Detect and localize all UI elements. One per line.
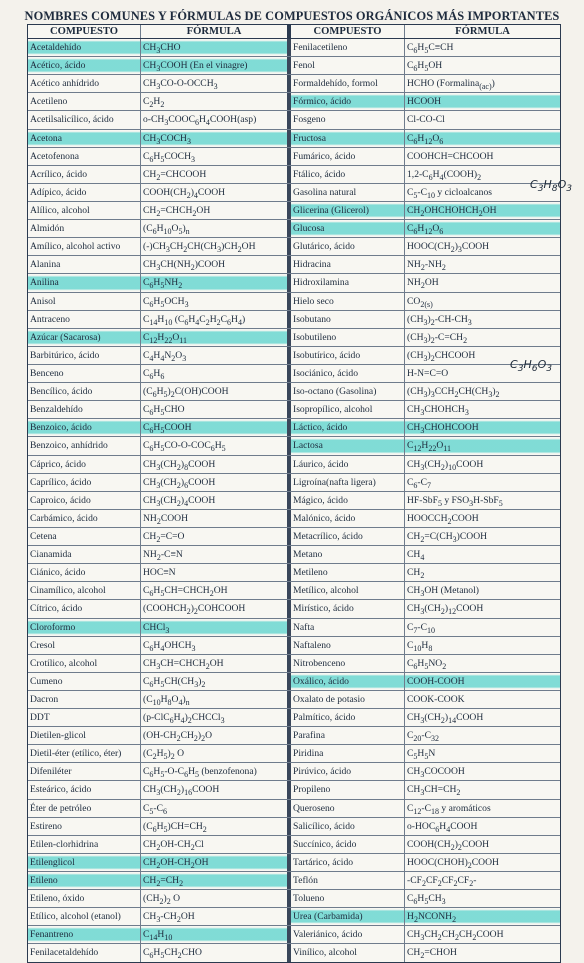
compound-name: Malónico, ácido bbox=[291, 510, 405, 527]
table-row bbox=[28, 57, 560, 75]
table-row bbox=[28, 238, 560, 256]
compound-name: Caprílico, ácido bbox=[28, 474, 141, 491]
compound-formula: $CH_2=CHOH$ bbox=[407, 947, 457, 961]
compound-name: Fosgeno bbox=[291, 111, 405, 128]
compound-name: Acrílico, ácido bbox=[28, 166, 141, 183]
compound-formula: $CH_2=CHCH_2OH$ bbox=[143, 204, 211, 218]
compound-name: Metileno bbox=[291, 564, 405, 581]
compound-name: Azúcar (Sacarosa) bbox=[28, 329, 141, 346]
compound-formula: H-N=C=O bbox=[407, 367, 449, 379]
compound-name: Acetileno bbox=[28, 93, 141, 110]
compound-formula: $NH_2OH$ bbox=[407, 277, 439, 291]
compound-formula: $(C_2H_5)_2$ O bbox=[143, 748, 185, 762]
table-row bbox=[28, 329, 560, 347]
compound-formula: $C_6H_5COOH$ bbox=[141, 419, 287, 436]
compound-name: Fórmico, ácido bbox=[291, 93, 405, 110]
compound-formula: COOK-COOK bbox=[407, 693, 465, 705]
compound-formula: $CH_3CHO$ bbox=[141, 39, 287, 56]
compound-formula: $(C_6H_{10}O_5)_n$ bbox=[143, 223, 190, 236]
compound-name: Naftaleno bbox=[291, 637, 405, 654]
compound-formula: $C_6H_5NH_2$ bbox=[141, 274, 287, 291]
compound-formula: CHCl$_3$ bbox=[141, 619, 287, 636]
compound-formula: $C_6H_5NO_2$ bbox=[407, 657, 447, 671]
compound-formula: $CH_3COCH_3$ bbox=[141, 130, 287, 147]
compound-name: Dietilen-glicol bbox=[28, 727, 141, 744]
table-row bbox=[28, 456, 560, 474]
compound-formula: $(OH-CH_2CH_2)_2O$ bbox=[143, 730, 213, 744]
compound-formula: $1,2-C_6H_4(COOH)_2$ bbox=[407, 168, 482, 182]
table-row bbox=[28, 926, 560, 944]
compound-formula: $C_6H_5COCH_3$ bbox=[143, 150, 195, 164]
compound-formula: $CH_3CH=CHCH_2OH$ bbox=[143, 657, 224, 671]
table-row bbox=[28, 600, 560, 618]
compound-name: Tolueno bbox=[291, 890, 405, 907]
compound-formula: $CH_3OH$ (Metanol) bbox=[407, 585, 479, 599]
compound-formula: $CH_3CH=CH_2$ bbox=[407, 784, 461, 798]
compound-formula: $CO_{2(s)}$ bbox=[407, 295, 433, 309]
table-row bbox=[28, 383, 560, 401]
compound-formula: $(C_6H_5)CH=CH_2$ bbox=[143, 820, 207, 834]
compound-formula: $COOH(CH_2)_2COOH$ bbox=[407, 838, 490, 852]
compound-name: Succínico, ácido bbox=[291, 836, 405, 853]
compound-name: Tartárico, ácido bbox=[291, 854, 405, 871]
compound-formula: $CH_3(CH_2)_{16}COOH$ bbox=[143, 784, 220, 798]
compound-formula: $C_2H_2$ bbox=[143, 96, 165, 110]
compound-formula: $C_6H_5OCH_3$ bbox=[143, 295, 189, 309]
table-row bbox=[28, 763, 560, 781]
compound-name: Metano bbox=[291, 546, 405, 563]
compound-name: Glicerina (Glicerol) bbox=[291, 202, 405, 219]
compound-formula: $(-)CH_3CH_2CH(CH_3)CH_2OH$ bbox=[143, 241, 256, 255]
table-row bbox=[28, 130, 560, 148]
compound-formula: $C_6H_5OH$ bbox=[407, 60, 443, 74]
compound-name: Isobutileno bbox=[291, 329, 405, 346]
compound-formula: $CH_3(CH_2)_{12}COOH$ bbox=[407, 603, 484, 617]
compound-name: Metacrílico, ácido bbox=[291, 528, 405, 545]
table-row bbox=[28, 274, 560, 292]
table-row bbox=[28, 184, 560, 202]
table-row bbox=[28, 93, 560, 111]
compound-name: Fenantreno bbox=[28, 926, 141, 943]
compound-name: Benzoico, ácido bbox=[28, 419, 141, 436]
compound-name: Carbámico, ácido bbox=[28, 510, 141, 527]
compound-formula: $HOOC(CHOH)_2COOH$ bbox=[407, 856, 499, 870]
compound-formula: $CH_3(CH_2)_{10}COOH$ bbox=[407, 458, 484, 472]
compound-formula: $C_6H_4OHCH_3$ bbox=[143, 639, 196, 653]
compound-formula: $(p-ClC_6H_4)_2CHCCl_3$ bbox=[143, 712, 225, 725]
compound-formula: $NH_2COOH$ bbox=[143, 512, 189, 526]
compound-name: Hielo seco bbox=[291, 293, 405, 310]
table-row bbox=[28, 365, 560, 383]
compound-name: DDT bbox=[28, 709, 141, 726]
compound-name: Hidracina bbox=[291, 256, 405, 273]
header-compuesto-2: COMPUESTO bbox=[291, 25, 405, 38]
table-row bbox=[28, 75, 560, 93]
header-compuesto-1: COMPUESTO bbox=[28, 25, 141, 38]
compound-name: Dacron bbox=[28, 691, 141, 708]
compound-name: Cinamílico, alcohol bbox=[28, 582, 141, 599]
compound-name: Cianamida bbox=[28, 546, 141, 563]
compound-formula: $-CF_2CF_2CF_2CF_2-$ bbox=[407, 875, 477, 888]
compound-formula: $C_6H_5CH=CHCH_2OH$ bbox=[143, 585, 228, 599]
compound-formula: $C_{10}H_8$ bbox=[407, 639, 433, 653]
compound-formula: $CH_2=C(CH_3)COOH$ bbox=[407, 530, 488, 544]
table-row bbox=[28, 39, 560, 57]
compound-formula: $CH_2$ bbox=[407, 567, 425, 581]
compound-name: Ciánico, ácido bbox=[28, 564, 141, 581]
compound-formula: $CH_3(CH_2)_4COOH$ bbox=[143, 494, 216, 508]
compound-name: Estireno bbox=[28, 818, 141, 835]
compound-name: Nitrobenceno bbox=[291, 655, 405, 672]
compound-formula: $(COOHCH_2)_2COHCOOH$ bbox=[143, 603, 246, 617]
compound-name: Formaldehído, formol bbox=[291, 75, 405, 92]
header-formula-2: FÓRMULA bbox=[455, 26, 510, 37]
table-row bbox=[28, 510, 560, 528]
compound-formula: $C_{12}-C_{18}$ y aromáticos bbox=[407, 802, 491, 816]
compound-name: Gasolina natural bbox=[291, 184, 405, 201]
compound-formula: $NH_2-NH_2$ bbox=[407, 259, 446, 273]
compound-formula: $C_{14}H_{10}$ $(C_6H_4C_2H_2C_6H_4)$ bbox=[143, 313, 246, 327]
compound-formula: $HOOC(CH_2)_3COOH$ bbox=[407, 241, 490, 255]
compound-name: Acetaldehído bbox=[28, 39, 141, 56]
compound-formula: $(C_6H_5)_2C(OH)COOH$ bbox=[143, 386, 229, 399]
table-row bbox=[28, 673, 560, 691]
compound-formula: $C_6H_5CH_2CHO$ bbox=[143, 947, 202, 961]
table-row bbox=[28, 111, 560, 129]
compound-formula: $H_2NCONH_2$ bbox=[405, 908, 560, 925]
compound-formula: $C_6H_6$ bbox=[143, 367, 165, 381]
compound-name: Mágico, ácido bbox=[291, 492, 405, 509]
compound-name: Alílico, alcohol bbox=[28, 202, 141, 219]
table-row bbox=[28, 256, 560, 274]
compound-formula: $C_{12}H_{22}O_{11}$ bbox=[405, 437, 560, 454]
table-row bbox=[28, 474, 560, 492]
compound-formula: $COOH(CH_2)_4COOH$ bbox=[143, 186, 226, 200]
table-row bbox=[28, 311, 560, 329]
compound-formula: $C_6-C_7$ bbox=[407, 476, 431, 490]
table-row bbox=[28, 781, 560, 799]
table-header bbox=[28, 25, 560, 39]
compound-name: Isobutano bbox=[291, 311, 405, 328]
compound-name: Parafina bbox=[291, 727, 405, 744]
compound-formula: $CH_4$ bbox=[407, 549, 425, 562]
compound-name: Caproico, ácido bbox=[28, 492, 141, 509]
compound-name: Queroseno bbox=[291, 800, 405, 817]
compound-formula: $C_6H_5CH_3$ bbox=[407, 893, 446, 907]
compound-name: Amílico, alcohol activo bbox=[28, 238, 141, 255]
compound-name: Metílico, alcohol bbox=[291, 582, 405, 599]
table-row bbox=[28, 148, 560, 166]
compound-name: Benzaldehído bbox=[28, 401, 141, 418]
compound-formula: $CH_3COCOOH$ bbox=[407, 766, 465, 780]
compound-formula: $CH_3-CH_2OH$ bbox=[143, 911, 195, 925]
table-row bbox=[28, 709, 560, 727]
compound-formula: $(CH_3)_3CCH_2CH(CH_3)_2$ bbox=[407, 386, 500, 399]
table-row bbox=[28, 872, 560, 890]
table-row bbox=[28, 347, 560, 365]
compound-name: Ftálico, ácido bbox=[291, 166, 405, 183]
compound-formula: $(CH_3)_2-C=CH_2$ bbox=[407, 331, 468, 345]
compound-name: Fumárico, ácido bbox=[291, 148, 405, 165]
compound-formula: $C_6H_5CHO$ bbox=[143, 404, 185, 418]
table-row bbox=[28, 619, 560, 637]
compound-name: Almidón bbox=[28, 220, 141, 237]
compound-name: Fructosa bbox=[291, 130, 405, 147]
table-row bbox=[28, 492, 560, 510]
table-row bbox=[28, 727, 560, 745]
table-row bbox=[28, 437, 560, 455]
compound-name: Adípico, ácido bbox=[28, 184, 141, 201]
page-title: NOMBRES COMUNES Y FÓRMULAS DE COMPUESTOS ORGÁNICOS MÁS IMPORTANTES bbox=[24, 9, 560, 23]
compound-formula: $C_{14}H_{10}$ bbox=[141, 926, 287, 943]
compound-formula: $C_5-C_{10}$ y cicloalcanos bbox=[407, 186, 493, 200]
header-formula-1: FÓRMULA bbox=[186, 26, 242, 37]
table-row bbox=[28, 582, 560, 600]
compound-name: Éter de petróleo bbox=[28, 800, 141, 817]
compound-formula: $CH_3(CH_2)_8COOH$ bbox=[143, 458, 216, 472]
table-row bbox=[28, 564, 560, 582]
compound-name: Hidroxilamina bbox=[291, 274, 405, 291]
compound-name: Anilina bbox=[28, 274, 141, 291]
compound-name: Láctico, ácido bbox=[291, 419, 405, 436]
compound-formula: $HOOCCH_2COOH$ bbox=[407, 512, 479, 526]
compound-formula: $o-HOC_6H_4COOH$ bbox=[407, 820, 478, 834]
compound-name: Difeniléter bbox=[28, 763, 141, 780]
compound-name: Iso-octano (Gasolina) bbox=[291, 383, 405, 400]
compound-name: Isociánico, ácido bbox=[291, 365, 405, 382]
compound-formula: $CH_3CH(NH_2)COOH$ bbox=[143, 259, 226, 273]
compound-name: Etileno, óxido bbox=[28, 890, 141, 907]
table-row bbox=[28, 944, 560, 961]
compound-name: Propileno bbox=[291, 781, 405, 798]
compound-formula: $C_{20}-C_{32}$ bbox=[407, 730, 439, 744]
compound-name: Mirístico, ácido bbox=[291, 600, 405, 617]
table-row bbox=[28, 202, 560, 220]
table-row bbox=[28, 419, 560, 437]
compound-formula: $C_6H_5-O-C_6H_5$ (benzofenona) bbox=[143, 766, 257, 780]
compound-name: Ligroína(nafta ligera) bbox=[291, 474, 405, 491]
table-row bbox=[28, 854, 560, 872]
compound-name: Oxálico, ácido bbox=[291, 673, 405, 690]
handwritten-note-lactico: $C_3H_6O_3$ bbox=[510, 358, 553, 375]
compound-name: Glutárico, ácido bbox=[291, 238, 405, 255]
compound-formula: $C_6H_5CH(CH_3)_2$ bbox=[143, 675, 206, 689]
compound-name: Cetena bbox=[28, 528, 141, 545]
compound-formula: $C_6H_{12}O_6$ bbox=[405, 220, 560, 237]
compound-name: Benceno bbox=[28, 365, 141, 382]
compound-formula: $CH_3(CH_2)_{14}COOH$ bbox=[407, 712, 484, 725]
table-row bbox=[28, 166, 560, 184]
compound-name: Salicílico, ácido bbox=[291, 818, 405, 835]
compound-formula: HCHO (Formalina$_{(ac)}$) bbox=[407, 78, 495, 92]
compound-formula: $C_5-C_6$ bbox=[143, 802, 167, 816]
compound-name: Barbitúrico, ácido bbox=[28, 347, 141, 364]
table-row bbox=[28, 637, 560, 655]
compound-formula: $CH_2OH-CH_2OH$ bbox=[141, 854, 287, 871]
compound-name: Cítrico, ácido bbox=[28, 600, 141, 617]
compound-name: Etileno bbox=[28, 872, 141, 889]
compound-name: Dietil-éter (etílico, éter) bbox=[28, 745, 141, 762]
compound-name: Antraceno bbox=[28, 311, 141, 328]
compound-formula: COOHCH=CHCOOH bbox=[407, 150, 494, 162]
compound-name: Vinílico, alcohol bbox=[291, 944, 405, 961]
compound-formula: $C_6H_5CO-O-COC_6H_5$ bbox=[143, 440, 226, 454]
compound-formula: $CH_3CHOHCOOH$ bbox=[405, 419, 560, 436]
compound-name: Alanina bbox=[28, 256, 141, 273]
compound-formula: $NH_2-C\equiv N$ bbox=[143, 549, 183, 562]
table-row bbox=[28, 908, 560, 926]
compound-formula: $(CH_3)_2CHCOOH$ bbox=[407, 349, 476, 363]
table-row bbox=[28, 401, 560, 419]
table-row bbox=[28, 546, 560, 564]
compound-formula: $C_4H_4N_2O_3$ bbox=[143, 349, 187, 363]
compound-formula: $C_6H_5C\equiv CH$ bbox=[407, 42, 454, 55]
compound-name: Glucosa bbox=[291, 220, 405, 237]
compound-name: Cáprico, ácido bbox=[28, 456, 141, 473]
compound-name: Urea (Carbamida) bbox=[291, 908, 405, 925]
compound-name: Acetilsalicílico, ácido bbox=[28, 111, 141, 128]
compound-formula: $CH_2OH-CH_2Cl$ bbox=[143, 838, 204, 852]
compound-formula: $C_{12}H_{22}O_{11}$ bbox=[141, 329, 287, 346]
compound-name: Teflón bbox=[291, 872, 405, 889]
compound-name: Fenilacetileno bbox=[291, 39, 405, 56]
compound-formula: $C_5H_5N$ bbox=[407, 748, 436, 762]
compound-name: Etílico, alcohol (etanol) bbox=[28, 908, 141, 925]
compound-name: Oxalato de potasio bbox=[291, 691, 405, 708]
compound-name: Isopropílico, alcohol bbox=[291, 401, 405, 418]
compound-name: Benzoico, anhídrido bbox=[28, 437, 141, 454]
table-row bbox=[28, 220, 560, 238]
compound-formula: $C_7-C_{10}$ bbox=[407, 621, 435, 635]
compound-name: Etilen-clorhidrina bbox=[28, 836, 141, 853]
table-row bbox=[28, 745, 560, 763]
compound-name: Valeriánico, ácido bbox=[291, 926, 405, 943]
compound-name: Acetona bbox=[28, 130, 141, 147]
compound-formula: $CH_3COOH$ (En el vinagre) bbox=[141, 57, 287, 74]
compound-name: Láurico, ácido bbox=[291, 456, 405, 473]
compound-formula: $(CH_2)_2$ O bbox=[143, 893, 181, 907]
compound-formula: $CH_3CHOHCH_3$ bbox=[407, 404, 469, 418]
compound-formula: $CH_3CO-O-OCCH_3$ bbox=[143, 78, 218, 92]
compound-name: Piridina bbox=[291, 745, 405, 762]
compound-name: Fenol bbox=[291, 57, 405, 74]
compound-formula: HOC≡N bbox=[143, 567, 176, 579]
compound-formula: COOH-COOH bbox=[405, 673, 560, 690]
table-row bbox=[28, 836, 560, 854]
compound-name: Etilenglicol bbox=[28, 854, 141, 871]
compound-formula: $o-CH_3COOC_6H_4COOH(asp)$ bbox=[143, 114, 257, 128]
compound-name: Cloroformo bbox=[28, 619, 141, 636]
compound-name: Fenilacetaldehído bbox=[28, 944, 141, 961]
table-body bbox=[28, 39, 560, 962]
compound-formula: $CH_3(CH_2)_6COOH$ bbox=[143, 476, 216, 490]
compound-name: Esteárico, ácido bbox=[28, 781, 141, 798]
compound-formula: $CH_2=CH_2$ bbox=[141, 872, 287, 889]
compound-name: Bencílico, ácido bbox=[28, 383, 141, 400]
table-row bbox=[28, 890, 560, 908]
compound-formula: HF-SbF$_5$ y $FSO_3H-SbF_5$ bbox=[407, 494, 503, 508]
compound-name: Isobutírico, ácido bbox=[291, 347, 405, 364]
handwritten-note-glicerina: $C_3H_8O_3$ bbox=[530, 178, 573, 195]
compound-name: Palmítico, ácido bbox=[291, 709, 405, 726]
compound-name: Lactosa bbox=[291, 437, 405, 454]
compound-formula: $(CH_3)_2-CH-CH_3$ bbox=[407, 313, 472, 327]
compound-formula: $CH_3CH_2CH_2CH_2COOH$ bbox=[407, 929, 504, 943]
compound-name: Cresol bbox=[28, 637, 141, 654]
table-row bbox=[28, 655, 560, 673]
table-row bbox=[28, 528, 560, 546]
compound-name: Pirúvico, ácido bbox=[291, 763, 405, 780]
compound-formula: $CH_2OHCHOHCH_2OH$ bbox=[405, 202, 560, 219]
compound-formula: $C_6H_{12}O_6$ bbox=[405, 130, 560, 147]
compound-name: Anisol bbox=[28, 293, 141, 310]
table-row bbox=[28, 800, 560, 818]
table-row bbox=[28, 691, 560, 709]
compound-name: Cumeno bbox=[28, 673, 141, 690]
compound-formula: $(C_{10}H_8O_4)_n$ bbox=[143, 693, 190, 707]
compound-name: Acetofenona bbox=[28, 148, 141, 165]
compound-formula: $CH_2=CHCOOH$ bbox=[143, 168, 207, 182]
compounds-table bbox=[27, 24, 561, 963]
compound-name: Acético anhídrido bbox=[28, 75, 141, 92]
table-row bbox=[28, 293, 560, 311]
compound-formula: HCOOH bbox=[405, 93, 560, 110]
compound-name: Nafta bbox=[291, 619, 405, 636]
compound-name: Acético, ácido bbox=[28, 57, 141, 74]
compound-name: Crotílico, alcohol bbox=[28, 655, 141, 672]
compound-formula: $CH_2=C=O$ bbox=[143, 530, 185, 544]
compound-formula: Cl-CO-Cl bbox=[407, 114, 445, 126]
